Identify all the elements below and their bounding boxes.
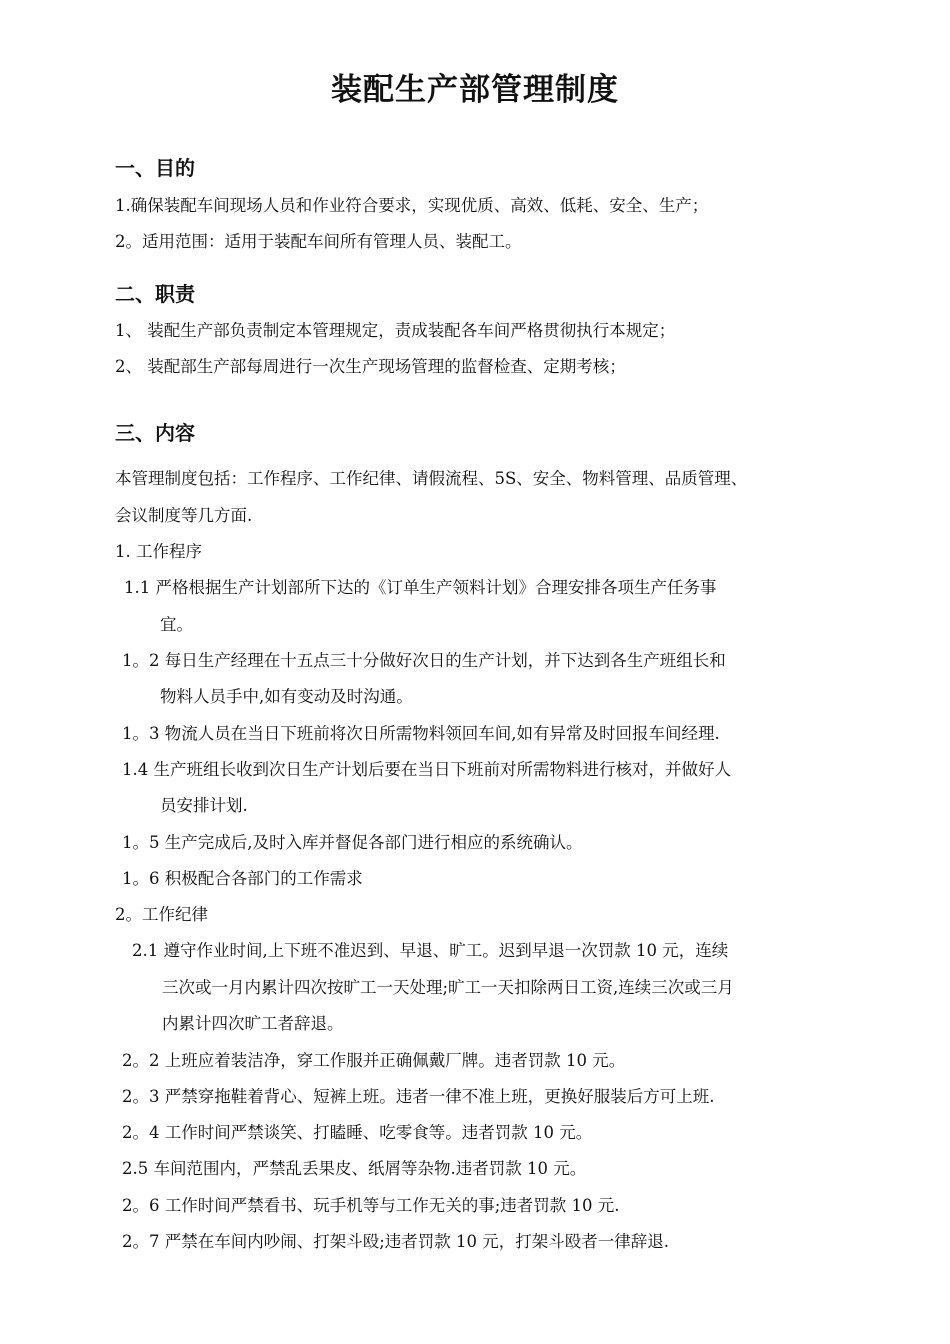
subsection-title-work-discipline: 2。工作纪律 xyxy=(115,905,208,924)
procedure-line: 物料人员手中,如有变动及时沟通。 xyxy=(160,687,413,706)
procedure-line: 1。3 物流人员在当日下班前将次日所需物料领回车间,如有异常及时回报车间经理. xyxy=(122,724,720,743)
section-heading-purpose: 一、目的 xyxy=(115,156,195,180)
section-heading-content: 三、内容 xyxy=(115,421,195,445)
content-intro-line-2: 会议制度等几方面. xyxy=(115,506,253,525)
discipline-line: 2。2 上班应着装洁净，穿工作服并正确佩戴厂牌。违者罚款 10 元。 xyxy=(122,1051,626,1070)
procedure-line: 员安排计划. xyxy=(160,796,248,815)
procedure-line: 1.1 严格根据生产计划部所下达的《订单生产领料计划》合理安排各项生产任务事 xyxy=(124,578,717,597)
document-title: 装配生产部管理制度 xyxy=(331,72,619,108)
discipline-line: 2。6 工作时间严禁看书、玩手机等与工作无关的事;违者罚款 10 元. xyxy=(122,1196,620,1215)
discipline-line: 2。4 工作时间严禁谈笑、打瞌睡、吃零食等。违者罚款 10 元。 xyxy=(122,1123,593,1142)
duties-item-1: 1、 装配生产部负责制定本管理规定，责成装配各车间严格贯彻执行本规定； xyxy=(115,321,676,340)
discipline-line: 2.1 遵守作业时间,上下班不准迟到、早退、旷工。迟到早退一次罚款 10 元，连续 xyxy=(132,941,729,960)
procedure-line: 1。6 积极配合各部门的工作需求 xyxy=(122,869,363,888)
purpose-item-2: 2。适用范围：适用于装配车间所有管理人员、装配工。 xyxy=(115,232,522,251)
discipline-line: 三次或一月内累计四次按旷工一天处理;旷工一天扣除两日工资,连续三次或三月 xyxy=(162,978,734,997)
procedure-line: 1。5 生产完成后,及时入库并督促各部门进行相应的系统确认。 xyxy=(122,833,583,852)
purpose-item-1: 1.确保装配车间现场人员和作业符合要求，实现优质、高效、低耗、安全、生产； xyxy=(115,196,709,215)
duties-item-2: 2、 装配部生产部每周进行一次生产现场管理的监督检查、定期考核； xyxy=(115,357,626,376)
procedure-line: 1。2 每日生产经理在十五点三十分做好次日的生产计划，并下达到各生产班组长和 xyxy=(122,651,726,670)
procedure-line: 宜。 xyxy=(160,615,193,634)
content-intro-line-1: 本管理制度包括：工作程序、工作纪律、请假流程、5S、安全、物料管理、品质管理、 xyxy=(115,469,748,488)
procedure-line: 1.4 生产班组长收到次日生产计划后要在当日下班前对所需物料进行核对，并做好人 xyxy=(122,760,731,779)
section-heading-duties: 二、职责 xyxy=(115,282,195,306)
discipline-line: 2.5 车间范围内，严禁乱丢果皮、纸屑等杂物.违者罚款 10 元。 xyxy=(122,1159,587,1178)
subsection-title-work-procedure: 1. 工作程序 xyxy=(115,542,202,561)
discipline-line: 2。7 严禁在车间内吵闹、打架斗殴;违者罚款 10 元，打架斗殴者一律辞退. xyxy=(122,1232,670,1251)
discipline-line: 2。3 严禁穿拖鞋着背心、短裤上班。违者一律不准上班，更换好服装后方可上班. xyxy=(122,1087,715,1106)
discipline-line: 内累计四次旷工者辞退。 xyxy=(162,1014,344,1033)
